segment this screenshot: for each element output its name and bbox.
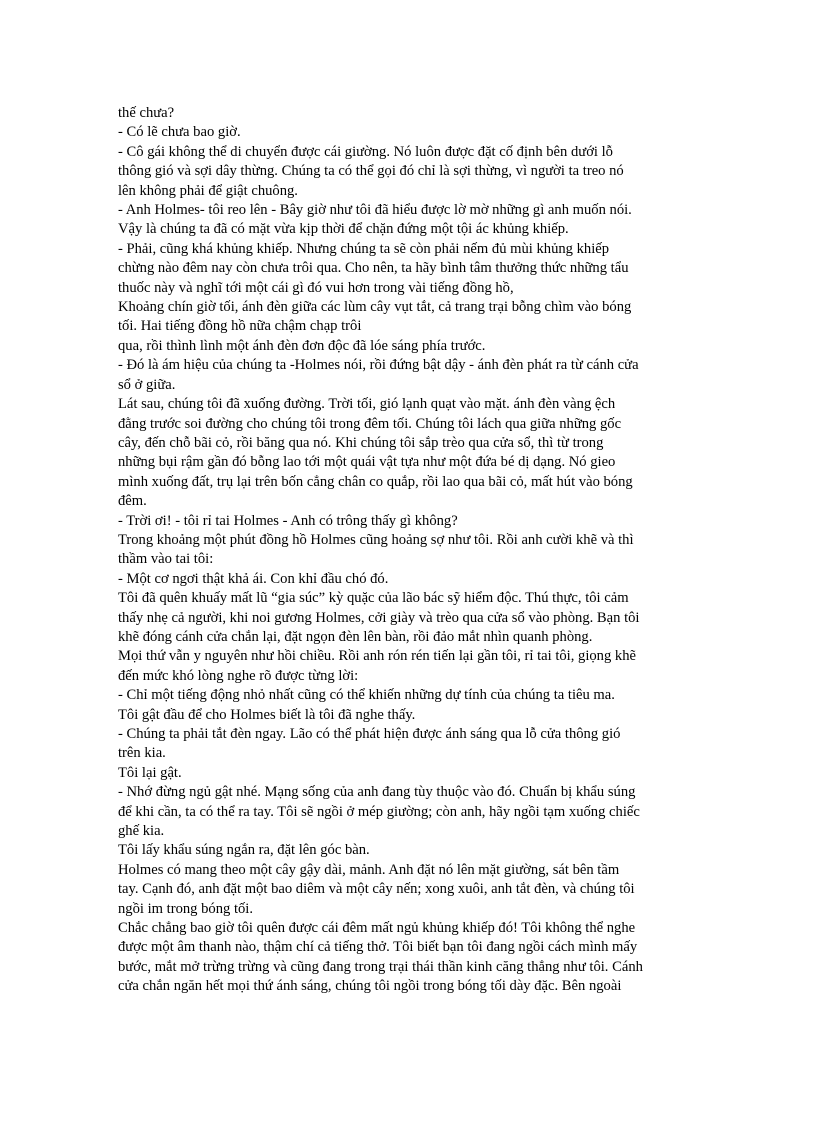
text-line: đêm.: [118, 493, 147, 510]
text-line: - Chỉ một tiếng động nhỏ nhất cũng có thể khiến những dự tính của chúng ta tiêu ma.: [118, 687, 615, 704]
text-line: thông gió và sợi dây thừng. Chúng ta có thể gọi đó chỉ là sợi thừng, vì người ta treo nó: [118, 163, 624, 180]
text-line: Tôi gật đầu để cho Holmes biết là tôi đã nghe thấy.: [118, 706, 416, 723]
text-line: bước, mắt mở trừng trừng và cũng đang trong trại thái thần kinh căng thẳng như tôi. Cánh: [118, 958, 643, 975]
text-line: lên không phải để giật chuông.: [118, 182, 298, 199]
text-line: qua, rồi thình lình một ánh đèn đơn độc đã lóe sáng phía trước.: [118, 337, 486, 354]
text-line: Mọi thứ vẫn y nguyên như hồi chiều. Rồi anh rón rén tiến lại gần tôi, rỉ tai tôi, giọng khẽ: [118, 648, 636, 665]
text-line: - Đó là ám hiệu của chúng ta -Holmes nói, rồi đứng bật dậy - ánh đèn phát ra từ cánh cửa: [118, 357, 639, 374]
text-line: được một âm thanh nào, thậm chí cả tiếng thở. Tôi biết bạn tôi đang ngồi cách mình mấy: [118, 939, 638, 956]
text-line: - Cô gái không thể di chuyển được cái giường. Nó luôn được đặt cố định bên dưới lỗ: [118, 143, 613, 160]
text-line: cửa chắn ngăn hết mọi thứ ánh sáng, chúng tôi ngồi trong bóng tối dày đặc. Bên ngoài: [118, 978, 622, 995]
text-line: mình xuống đất, trụ lại trên bốn cẳng chân co quắp, rồi lao qua bãi cỏ, mất hút vào bóng: [118, 473, 633, 490]
text-line: cây, đến chỗ bãi cỏ, rồi băng qua nó. Khi chúng tôi sắp trèo qua cửa sổ, thì từ trong: [118, 434, 604, 451]
text-line: - Nhớ đừng ngủ gật nhé. Mạng sống của anh đang tùy thuộc vào đó. Chuẩn bị khẩu súng: [118, 784, 636, 801]
text-line: Trong khoảng một phút đồng hồ Holmes cũng hoảng sợ như tôi. Rồi anh cười khẽ và thì: [118, 531, 634, 548]
text-line: những bụi rậm gần đó bỗng lao tới một quái vật tựa như một đứa bé dị dạng. Nó gieo: [118, 454, 616, 471]
text-line: thế chưa?: [118, 105, 175, 121]
text-line: để khi cần, ta có thể ra tay. Tôi sẽ ngồi ở mép giường; còn anh, hãy ngồi tạm xuống chiếc: [118, 803, 640, 820]
text-line: Khoảng chín giờ tối, ánh đèn giữa các lùm cây vụt tắt, cả trang trại bỗng chìm vào bóng: [118, 299, 632, 316]
text-line: - Một cơ ngơi thật khả ái. Con khỉ đầu chó đó.: [118, 570, 389, 587]
text-line: ngồi im trong bóng tối.: [118, 900, 253, 917]
text-line: - Phải, cũng khá khủng khiếp. Nhưng chúng ta sẽ còn phải nếm đủ mùi khủng khiếp: [118, 240, 610, 257]
text-line: khẽ đóng cánh cửa chắn lại, đặt ngọn đèn lên bàn, rồi đảo mắt nhìn quanh phòng.: [118, 628, 593, 645]
text-line: Tôi lại gật.: [118, 764, 182, 781]
text-line: Lát sau, chúng tôi đã xuống đường. Trời tối, gió lạnh quạt vào mặt. ánh đèn vàng ệch: [118, 396, 616, 413]
text-line: chừng nào đêm nay còn chưa trôi qua. Cho nên, ta hãy bình tâm thưởng thức những tẩu: [118, 260, 629, 277]
text-line: - Có lẽ chưa bao giờ.: [118, 124, 241, 141]
text-line: thuốc này và nghĩ tới một cái gì đó vui hơn trong vài tiếng đồng hồ,: [118, 279, 514, 296]
text-line: đến mức khó lòng nghe rõ được từng lời:: [118, 667, 359, 684]
text-line: Tôi đã quên khuấy mất lũ “gia súc” kỳ quặc của lão bác sỹ hiểm độc. Thú thực, tôi cảm: [118, 590, 629, 607]
text-line: thấy nhẹ cả người, khi noi gương Holmes, cởi giày và trèo qua cửa sổ vào phòng. Bạn tôi: [118, 609, 640, 626]
text-line: - Anh Holmes- tôi reo lên - Bây giờ như tôi đã hiểu được lờ mờ những gì anh muốn nói.: [118, 202, 632, 219]
text-line: Tôi lấy khẩu súng ngắn ra, đặt lên góc bàn.: [118, 842, 370, 859]
text-line: đằng trước soi đường cho chúng tôi trong đêm tối. Chúng tôi lách qua giữa những gốc: [118, 415, 622, 432]
text-line: tối. Hai tiếng đồng hồ nữa chậm chạp trôi: [118, 318, 362, 335]
text-line: Holmes có mang theo một cây gậy dài, mảnh. Anh đặt nó lên mặt giường, sát bên tầm: [118, 861, 620, 878]
text-line: trên kia.: [118, 745, 166, 762]
text-line: thầm vào tai tôi:: [118, 551, 214, 568]
text-line: Vậy là chúng ta đã có mặt vừa kịp thời để chặn đứng một tội ác khủng khiếp.: [118, 221, 569, 238]
document-page: [118, 104, 696, 997]
text-line: Chắc chẳng bao giờ tôi quên được cái đêm mất ngủ khủng khiếp đó! Tôi không thể nghe: [118, 920, 636, 937]
text-line: - Chúng ta phải tắt đèn ngay. Lão có thể phát hiện được ánh sáng qua lỗ cửa thông gió: [118, 726, 621, 742]
text-line: ghế kia.: [118, 823, 165, 840]
text-line: tay. Cạnh đó, anh đặt một bao diêm và một cây nến; xong xuôi, anh tắt đèn, và chúng tôi: [118, 881, 635, 898]
text-line: sổ ở giữa.: [118, 376, 176, 393]
text-line: - Trời ơi! - tôi rỉ tai Holmes - Anh có trông thấy gì không?: [118, 512, 458, 529]
